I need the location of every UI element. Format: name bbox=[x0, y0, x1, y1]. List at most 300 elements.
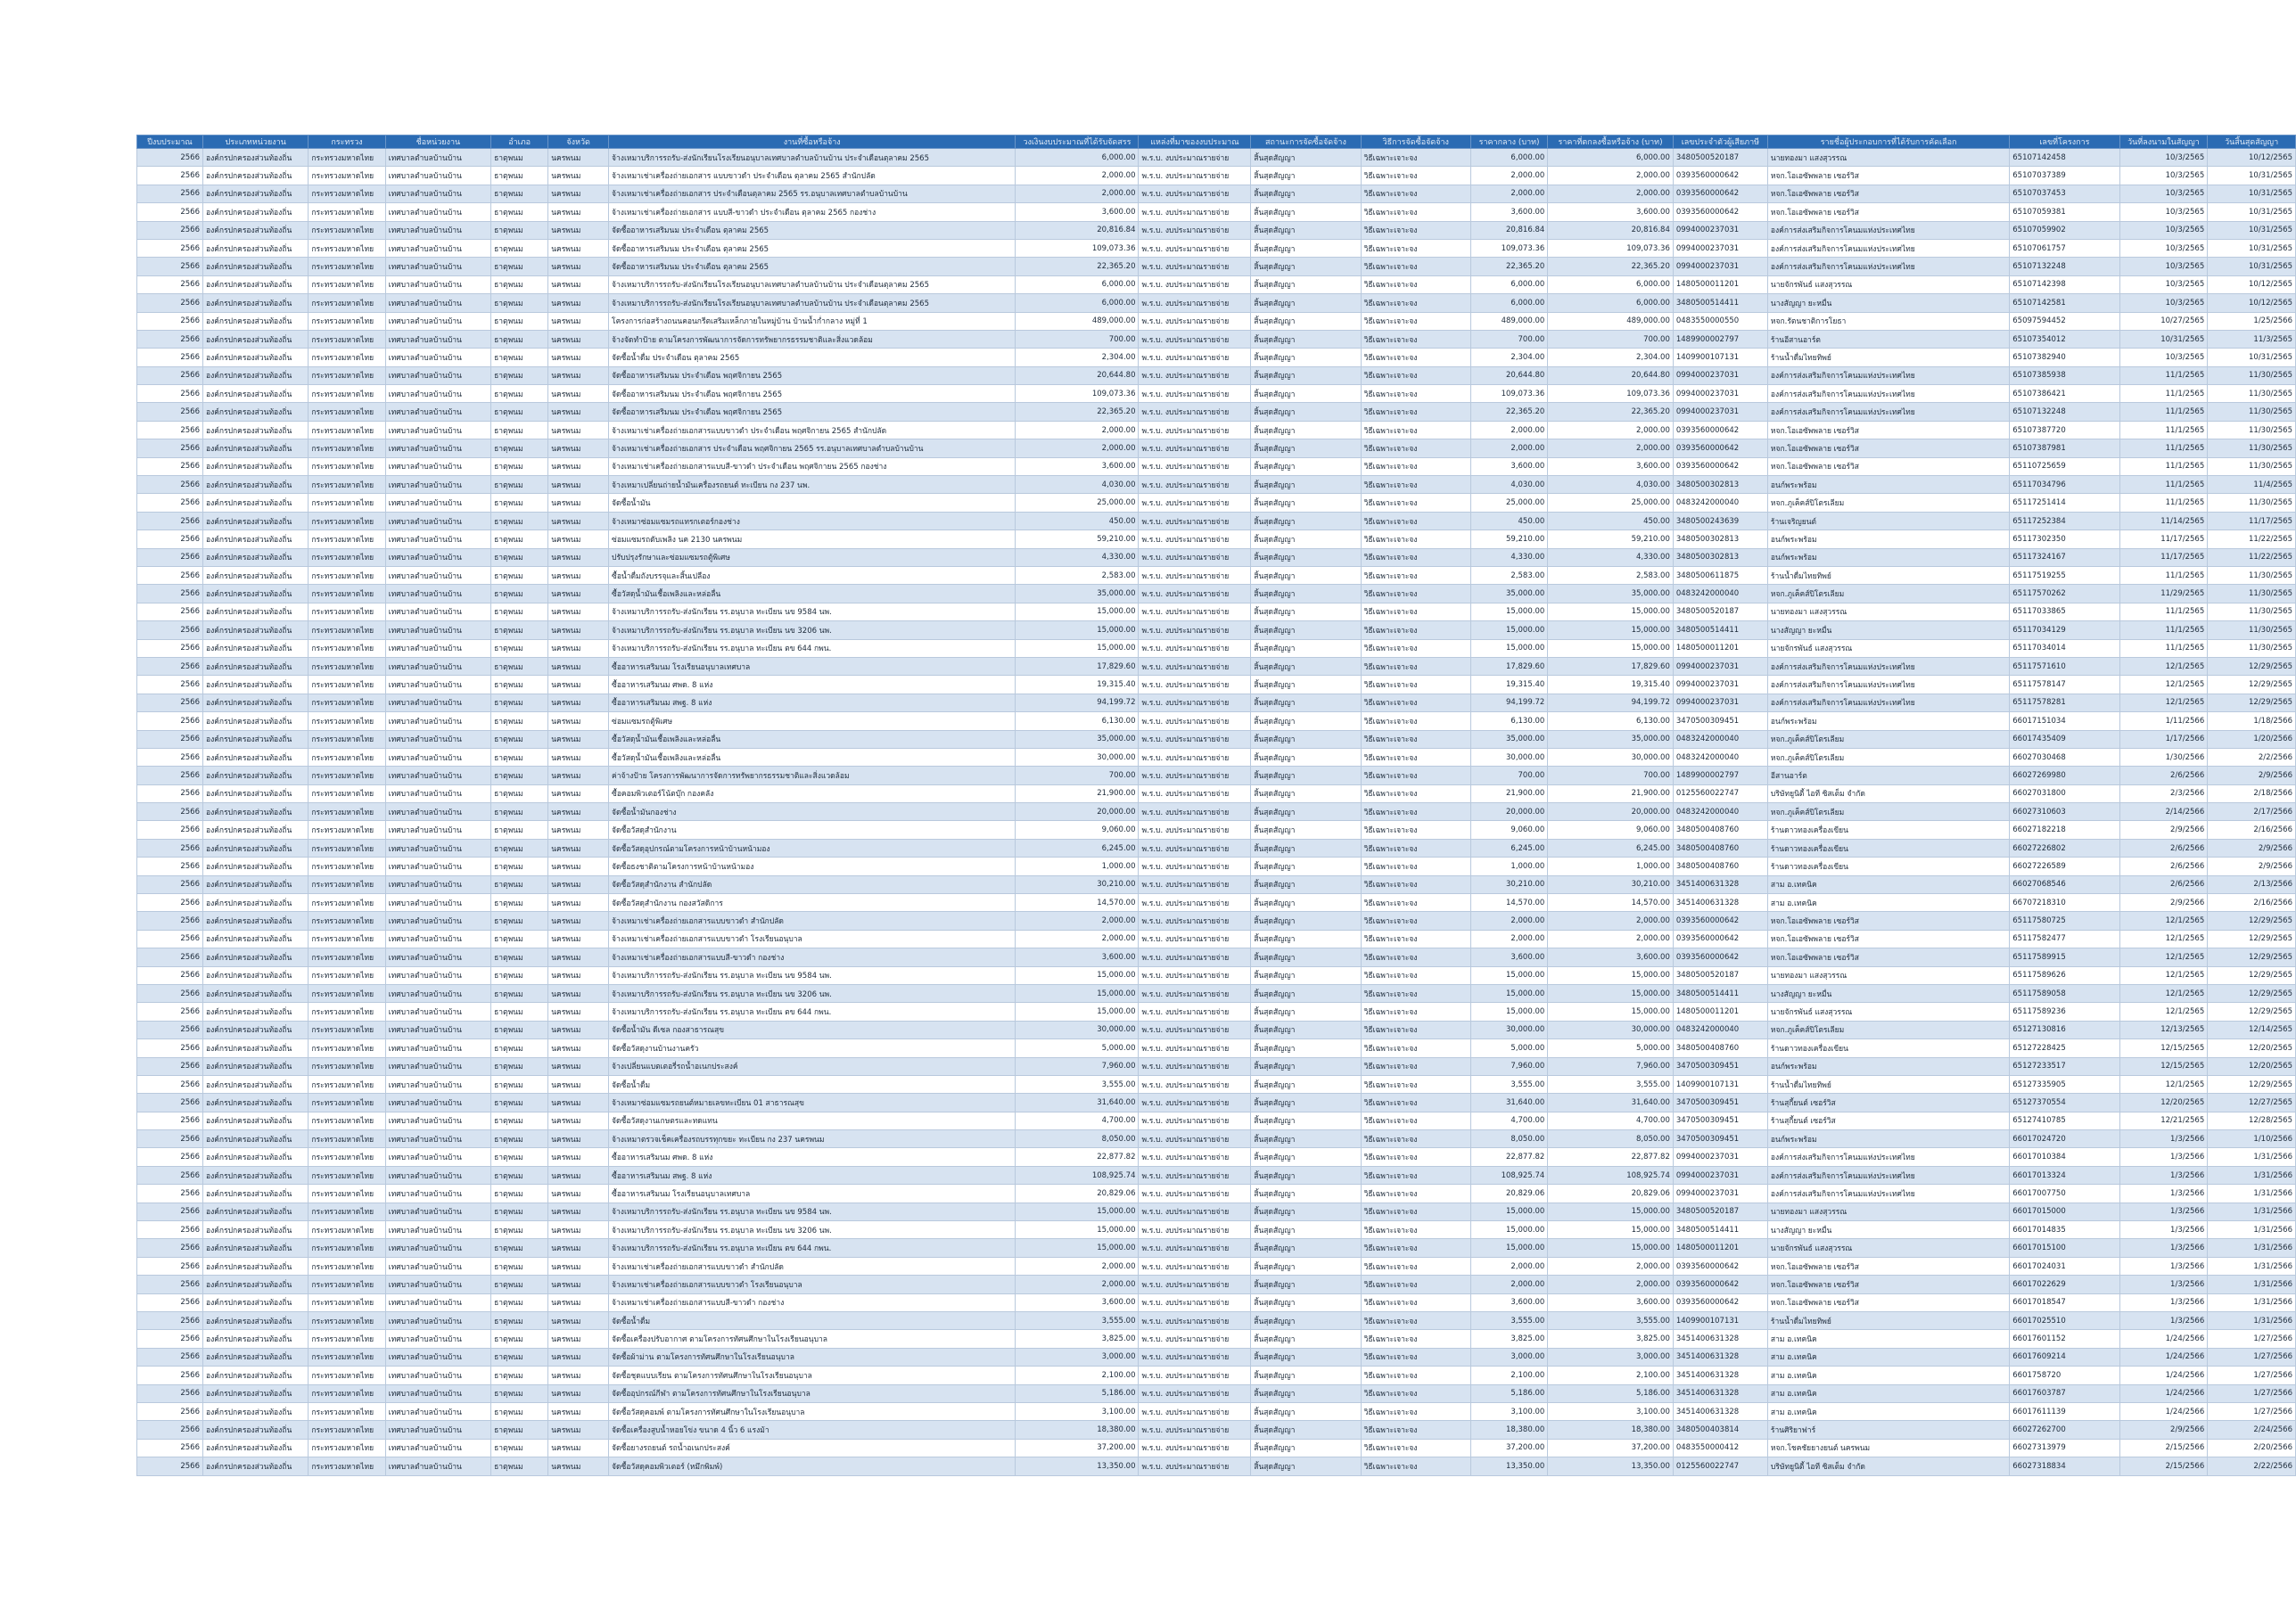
table-cell: ธาตุพนม bbox=[491, 1367, 548, 1384]
table-cell: 20,816.84 bbox=[1548, 221, 1674, 239]
table-row bbox=[137, 385, 2296, 403]
table-cell: 3,600.00 bbox=[1016, 203, 1139, 221]
table-cell: นครพนม bbox=[548, 239, 609, 257]
table-cell: วิธีเฉพาะเจาะจง bbox=[1361, 530, 1470, 548]
table-cell: นายทองมา แสงสุวรรณ bbox=[1767, 149, 2009, 167]
table-cell: นครพนม bbox=[548, 639, 609, 657]
table-cell: 11/1/2565 bbox=[2119, 494, 2208, 512]
table-cell: องค์การส่งเสริมกิจการโคนมแห่งประเทศไทย bbox=[1767, 403, 2009, 421]
table-cell: 0393560000642 bbox=[1673, 1293, 1767, 1311]
table-cell: องค์การส่งเสริมกิจการโคนมแห่งประเทศไทย bbox=[1767, 366, 2009, 384]
table-cell: พ.ร.บ. งบประมาณรายจ่าย bbox=[1139, 1166, 1251, 1184]
table-cell: 35,000.00 bbox=[1016, 585, 1139, 603]
table-cell: เทศบาลตำบลบ้านบ้าน bbox=[385, 185, 490, 202]
table-cell: หจก.โอเอซัพพลาย เซอร์วิส bbox=[1767, 930, 2009, 948]
table-cell: 2,000.00 bbox=[1016, 185, 1139, 202]
table-cell: กระทรวงมหาดไทย bbox=[309, 1221, 385, 1239]
table-cell: 5,000.00 bbox=[1548, 1039, 1674, 1057]
table-cell: 1/31/2566 bbox=[2208, 1312, 2296, 1330]
table-cell: เทศบาลตำบลบ้านบ้าน bbox=[385, 1239, 490, 1257]
table-cell: วิธีเฉพาะเจาะจง bbox=[1361, 1439, 1470, 1457]
table-cell: เทศบาลตำบลบ้านบ้าน bbox=[385, 803, 490, 821]
table-cell: 2,000.00 bbox=[1470, 167, 1547, 185]
table-cell: ร้านดาวทองเครื่องเขียน bbox=[1767, 839, 2009, 857]
table-cell: องค์กรปกครองส่วนท้องถิ่น bbox=[202, 1367, 308, 1384]
table-cell: 3480500408760 bbox=[1673, 821, 1767, 839]
table-cell: ธาตุพนม bbox=[491, 203, 548, 221]
table-cell: 12/20/2565 bbox=[2119, 1094, 2208, 1112]
table-cell: 11/1/2565 bbox=[2119, 385, 2208, 403]
table-cell: เทศบาลตำบลบ้านบ้าน bbox=[385, 948, 490, 966]
table-cell: 2566 bbox=[137, 803, 203, 821]
table-cell: 700.00 bbox=[1016, 330, 1139, 348]
table-cell: 1/24/2566 bbox=[2119, 1330, 2208, 1348]
table-cell: องค์กรปกครองส่วนท้องถิ่น bbox=[202, 1203, 308, 1220]
table-cell: 3,555.00 bbox=[1016, 1312, 1139, 1330]
table-cell: 14,570.00 bbox=[1016, 894, 1139, 912]
table-cell: 108,925.74 bbox=[1548, 1166, 1674, 1184]
table-cell: 11/17/2565 bbox=[2119, 548, 2208, 566]
table-cell: 2/16/2566 bbox=[2208, 894, 2296, 912]
table-cell: 2566 bbox=[137, 1075, 203, 1093]
table-cell: 15,000.00 bbox=[1548, 639, 1674, 657]
table-cell: 12/20/2565 bbox=[2208, 1039, 2296, 1057]
table-cell: ธาตุพนม bbox=[491, 730, 548, 748]
table-cell: 30,000.00 bbox=[1548, 748, 1674, 766]
table-cell: กระทรวงมหาดไทย bbox=[309, 476, 385, 494]
table-cell: 66027310603 bbox=[2010, 803, 2119, 821]
table-cell: 19,315.40 bbox=[1548, 676, 1674, 694]
table-cell: พ.ร.บ. งบประมาณรายจ่าย bbox=[1139, 439, 1251, 457]
table-cell: 11/1/2565 bbox=[2119, 439, 2208, 457]
table-cell: 3480500514411 bbox=[1673, 1221, 1767, 1239]
table-cell: กระทรวงมหาดไทย bbox=[309, 966, 385, 984]
table-cell: 700.00 bbox=[1016, 767, 1139, 784]
table-cell: 2/15/2566 bbox=[2119, 1457, 2208, 1475]
table-cell: 10/31/2565 bbox=[2208, 349, 2296, 366]
table-cell: 2566 bbox=[137, 821, 203, 839]
table-cell: กระทรวงมหาดไทย bbox=[309, 1312, 385, 1330]
table-cell: 3480500302813 bbox=[1673, 548, 1767, 566]
table-cell: สาม อ.เทคนิค bbox=[1767, 1384, 2009, 1402]
table-cell: 1480500011201 bbox=[1673, 1003, 1767, 1021]
table-cell: 2566 bbox=[137, 221, 203, 239]
table-cell: 20,816.84 bbox=[1470, 221, 1547, 239]
table-cell: 109,073.36 bbox=[1548, 239, 1674, 257]
table-cell: จ้างเหมาเช่าเครื่องถ่ายเอกสารแบบสี-ขาวดำ ประจำเดือน พฤศจิกายน 2565 กองช่าง bbox=[609, 457, 1016, 475]
table-cell: กระทรวงมหาดไทย bbox=[309, 167, 385, 185]
table-cell: นางสัญญา ยะหมื่น bbox=[1767, 984, 2009, 1002]
table-cell: จ้างเหมาบริการรถรับ-ส่งนักเรียน รร.อนุบาล ทะเบียน นข 9584 นพ. bbox=[609, 966, 1016, 984]
table-cell: ซื้ออาหารเสริมนม ศพด. 8 แห่ง bbox=[609, 676, 1016, 694]
table-cell: วิธีเฉพาะเจาะจง bbox=[1361, 548, 1470, 566]
table-cell: เทศบาลตำบลบ้านบ้าน bbox=[385, 930, 490, 948]
table-cell: 3,600.00 bbox=[1548, 203, 1674, 221]
table-cell: ธาตุพนม bbox=[491, 894, 548, 912]
table-cell: 700.00 bbox=[1470, 767, 1547, 784]
table-cell: 109,073.36 bbox=[1548, 385, 1674, 403]
table-cell: วิธีเฉพาะเจาะจง bbox=[1361, 1367, 1470, 1384]
table-cell: 700.00 bbox=[1548, 767, 1674, 784]
table-cell: ธาตุพนม bbox=[491, 784, 548, 802]
table-cell: 66017015000 bbox=[2010, 1203, 2119, 1220]
table-cell: 3480500520187 bbox=[1673, 1203, 1767, 1220]
table-cell: สิ้นสุดสัญญา bbox=[1251, 894, 1361, 912]
table-cell: ธาตุพนม bbox=[491, 694, 548, 711]
table-cell: 10/27/2565 bbox=[2119, 312, 2208, 330]
table-cell: กระทรวงมหาดไทย bbox=[309, 457, 385, 475]
table-cell: วิธีเฉพาะเจาะจง bbox=[1361, 1312, 1470, 1330]
table-cell: 109,073.36 bbox=[1470, 239, 1547, 257]
table-cell: ธาตุพนม bbox=[491, 239, 548, 257]
table-cell: 22,877.82 bbox=[1016, 1148, 1139, 1166]
table-cell: 65117580725 bbox=[2010, 912, 2119, 930]
table-cell: 22,365.20 bbox=[1016, 258, 1139, 275]
table-cell: 6,000.00 bbox=[1016, 275, 1139, 293]
table-cell: องค์กรปกครองส่วนท้องถิ่น bbox=[202, 421, 308, 439]
table-cell: ธาตุพนม bbox=[491, 1203, 548, 1220]
table-cell: 450.00 bbox=[1548, 512, 1674, 529]
table-cell: 1/30/2566 bbox=[2119, 748, 2208, 766]
table-row bbox=[137, 366, 2296, 384]
table-cell: สิ้นสุดสัญญา bbox=[1251, 1021, 1361, 1038]
table-cell: 3,100.00 bbox=[1548, 1402, 1674, 1420]
table-cell: 2566 bbox=[137, 948, 203, 966]
table-cell: องค์กรปกครองส่วนท้องถิ่น bbox=[202, 275, 308, 293]
table-cell: เทศบาลตำบลบ้านบ้าน bbox=[385, 1257, 490, 1275]
table-cell: นครพนม bbox=[548, 585, 609, 603]
table-cell: วิธีเฉพาะเจาะจง bbox=[1361, 1075, 1470, 1093]
table-cell: ธาตุพนม bbox=[491, 585, 548, 603]
table-cell: สิ้นสุดสัญญา bbox=[1251, 657, 1361, 675]
table-cell: นครพนม bbox=[548, 1221, 609, 1239]
table-cell: นครพนม bbox=[548, 1239, 609, 1257]
table-cell: พ.ร.บ. งบประมาณรายจ่าย bbox=[1139, 1276, 1251, 1293]
table-row bbox=[137, 421, 2296, 439]
table-cell: 2/6/2566 bbox=[2119, 858, 2208, 875]
table-cell: พ.ร.บ. งบประมาณรายจ่าย bbox=[1139, 1293, 1251, 1311]
table-cell: 66017015100 bbox=[2010, 1239, 2119, 1257]
table-cell: วิธีเฉพาะเจาะจง bbox=[1361, 1003, 1470, 1021]
table-cell: 0393560000642 bbox=[1673, 167, 1767, 185]
table-cell: 66027318834 bbox=[2010, 1457, 2119, 1475]
table-cell: 30,000.00 bbox=[1548, 1021, 1674, 1038]
table-cell: จัดซื้อวัสดุคอมพ์ ตามโครงการทัศนศึกษาในโรงเรียนอนุบาล bbox=[609, 1402, 1016, 1420]
table-cell: จัดซื้อผ้าม่าน ตามโครงการทัศนศึกษาในโรงเรียนอนุบาล bbox=[609, 1348, 1016, 1366]
table-cell: เทศบาลตำบลบ้านบ้าน bbox=[385, 457, 490, 475]
table-cell: นายทองมา แสงสุวรรณ bbox=[1767, 1203, 2009, 1220]
table-cell: กระทรวงมหาดไทย bbox=[309, 385, 385, 403]
table-cell: 2,000.00 bbox=[1548, 1257, 1674, 1275]
table-cell: สาม อ.เทคนิค bbox=[1767, 1402, 2009, 1420]
table-cell: สิ้นสุดสัญญา bbox=[1251, 1402, 1361, 1420]
table-cell: พ.ร.บ. งบประมาณรายจ่าย bbox=[1139, 1112, 1251, 1129]
table-cell: 22,877.82 bbox=[1470, 1148, 1547, 1166]
table-cell: 65107142398 bbox=[2010, 275, 2119, 293]
table-cell: องค์กรปกครองส่วนท้องถิ่น bbox=[202, 839, 308, 857]
column-header: วงเงินงบประมาณที่ได้รับจัดสรร bbox=[1016, 135, 1139, 149]
table-cell: เทศบาลตำบลบ้านบ้าน bbox=[385, 548, 490, 566]
table-cell: สิ้นสุดสัญญา bbox=[1251, 349, 1361, 366]
table-cell: 2,304.00 bbox=[1548, 349, 1674, 366]
table-cell: กระทรวงมหาดไทย bbox=[309, 1112, 385, 1129]
table-cell: นครพนม bbox=[548, 1185, 609, 1203]
table-cell: 2,000.00 bbox=[1016, 912, 1139, 930]
table-cell: 1,000.00 bbox=[1016, 858, 1139, 875]
table-cell: วิธีเฉพาะเจาะจง bbox=[1361, 712, 1470, 730]
table-cell: ซื้อวัสดุน้ำมันเชื้อเพลิงและหล่อลื่น bbox=[609, 730, 1016, 748]
table-cell: สิ้นสุดสัญญา bbox=[1251, 1439, 1361, 1457]
table-cell: นครพนม bbox=[548, 494, 609, 512]
table-cell: 1/24/2566 bbox=[2119, 1384, 2208, 1402]
table-cell: นครพนม bbox=[548, 275, 609, 293]
table-cell: พ.ร.บ. งบประมาณรายจ่าย bbox=[1139, 930, 1251, 948]
table-cell: ซื้ออาหารเสริมนม โรงเรียนอนุบาลเทศบาล bbox=[609, 657, 1016, 675]
table-cell: นครพนม bbox=[548, 603, 609, 620]
table-cell: ธาตุพนม bbox=[491, 349, 548, 366]
table-cell: 0393560000642 bbox=[1673, 930, 1767, 948]
table-cell: ธาตุพนม bbox=[491, 530, 548, 548]
table-cell: วิธีเฉพาะเจาะจง bbox=[1361, 167, 1470, 185]
table-cell: 15,000.00 bbox=[1548, 621, 1674, 639]
table-cell: พ.ร.บ. งบประมาณรายจ่าย bbox=[1139, 476, 1251, 494]
table-cell: จัดซื้อน้ำมัน bbox=[609, 494, 1016, 512]
table-cell: นครพนม bbox=[548, 149, 609, 167]
table-cell: 12/21/2565 bbox=[2119, 1112, 2208, 1129]
table-cell: องค์กรปกครองส่วนท้องถิ่น bbox=[202, 1276, 308, 1293]
table-cell: องค์กรปกครองส่วนท้องถิ่น bbox=[202, 603, 308, 620]
table-cell: 3470500309451 bbox=[1673, 712, 1767, 730]
table-row bbox=[137, 185, 2296, 202]
table-cell: กระทรวงมหาดไทย bbox=[309, 1057, 385, 1075]
table-cell: 1,000.00 bbox=[1470, 858, 1547, 875]
table-cell: จ้างเหมาเช่าเครื่องถ่ายเอกสาร ประจำเดือน พฤศจิกายน 2565 รร.อนุบาลเทศบาลตำบลบ้านบ้าน bbox=[609, 439, 1016, 457]
table-cell: 59,210.00 bbox=[1016, 530, 1139, 548]
table-cell: ซื้อวัสดุน้ำมันเชื้อเพลิงและหล่อลื่น bbox=[609, 748, 1016, 766]
table-cell: พ.ร.บ. งบประมาณรายจ่าย bbox=[1139, 1039, 1251, 1057]
table-cell: 65127370554 bbox=[2010, 1094, 2119, 1112]
table-cell: 10/31/2565 bbox=[2208, 185, 2296, 202]
table-cell: เทศบาลตำบลบ้านบ้าน bbox=[385, 784, 490, 802]
table-cell: หจก.โอเอซัพพลาย เซอร์วิส bbox=[1767, 1257, 2009, 1275]
table-cell: องค์กรปกครองส่วนท้องถิ่น bbox=[202, 566, 308, 584]
table-cell: ร้านดาวทองเครื่องเขียน bbox=[1767, 858, 2009, 875]
table-cell: นครพนม bbox=[548, 930, 609, 948]
table-cell: เทศบาลตำบลบ้านบ้าน bbox=[385, 821, 490, 839]
table-cell: ธาตุพนม bbox=[491, 439, 548, 457]
table-cell: 66017018547 bbox=[2010, 1293, 2119, 1311]
table-cell: พ.ร.บ. งบประมาณรายจ่าย bbox=[1139, 1094, 1251, 1112]
table-cell: ธาตุพนม bbox=[491, 548, 548, 566]
table-cell: 2566 bbox=[137, 1276, 203, 1293]
table-cell: ธาตุพนม bbox=[491, 1348, 548, 1366]
table-cell: กระทรวงมหาดไทย bbox=[309, 185, 385, 202]
table-cell: สิ้นสุดสัญญา bbox=[1251, 984, 1361, 1002]
table-cell: 11/4/2565 bbox=[2208, 476, 2296, 494]
table-cell: 3480500611875 bbox=[1673, 566, 1767, 584]
table-cell: องค์การส่งเสริมกิจการโคนมแห่งประเทศไทย bbox=[1767, 1166, 2009, 1184]
table-cell: จ้างเหมาบริการรถรับ-ส่งนักเรียน รร.อนุบาล ทะเบียน นข 3206 นพ. bbox=[609, 984, 1016, 1002]
table-cell: สิ้นสุดสัญญา bbox=[1251, 912, 1361, 930]
table-cell: องค์กรปกครองส่วนท้องถิ่น bbox=[202, 676, 308, 694]
table-cell: องค์กรปกครองส่วนท้องถิ่น bbox=[202, 439, 308, 457]
table-cell: สิ้นสุดสัญญา bbox=[1251, 239, 1361, 257]
table-cell: 3,555.00 bbox=[1016, 1075, 1139, 1093]
column-header: ชื่อหน่วยงาน bbox=[385, 135, 490, 149]
table-cell: สิ้นสุดสัญญา bbox=[1251, 1348, 1361, 1366]
table-cell: กระทรวงมหาดไทย bbox=[309, 366, 385, 384]
table-cell: 12/29/2565 bbox=[2208, 676, 2296, 694]
table-cell: กระทรวงมหาดไทย bbox=[309, 203, 385, 221]
column-header: งานที่ซื้อหรือจ้าง bbox=[609, 135, 1016, 149]
table-cell: สิ้นสุดสัญญา bbox=[1251, 676, 1361, 694]
table-cell: ซ่อมแซมรถตู้พิเศษ bbox=[609, 712, 1016, 730]
table-cell: องค์กรปกครองส่วนท้องถิ่น bbox=[202, 657, 308, 675]
table-cell: พ.ร.บ. งบประมาณรายจ่าย bbox=[1139, 1421, 1251, 1439]
table-row bbox=[137, 1039, 2296, 1057]
table-row bbox=[137, 149, 2296, 167]
table-cell: ธาตุพนม bbox=[491, 1330, 548, 1348]
table-cell: 2566 bbox=[137, 1367, 203, 1384]
table-cell: 2/9/2566 bbox=[2208, 858, 2296, 875]
table-cell: 20,829.06 bbox=[1548, 1185, 1674, 1203]
table-cell: จ้างเหมาบริการรถรับ-ส่งนักเรียนโรงเรียนอนุบาลเทศบาลตำบลบ้านบ้าน ประจำเดือนตุลาคม 2565 bbox=[609, 294, 1016, 312]
table-row bbox=[137, 294, 2296, 312]
table-cell: 1,000.00 bbox=[1548, 858, 1674, 875]
table-cell: ธาตุพนม bbox=[491, 512, 548, 529]
table-cell: สิ้นสุดสัญญา bbox=[1251, 767, 1361, 784]
table-cell: 11/30/2565 bbox=[2208, 366, 2296, 384]
table-cell: 31,640.00 bbox=[1470, 1094, 1547, 1112]
column-header: แหล่งที่มาของงบประมาณ bbox=[1139, 135, 1251, 149]
table-cell: 6,000.00 bbox=[1016, 294, 1139, 312]
table-cell: 10/12/2565 bbox=[2208, 275, 2296, 293]
table-cell: 12/28/2565 bbox=[2208, 1112, 2296, 1129]
table-cell: สิ้นสุดสัญญา bbox=[1251, 457, 1361, 475]
table-cell: 15,000.00 bbox=[1016, 603, 1139, 620]
table-cell: 10/3/2565 bbox=[2119, 203, 2208, 221]
table-cell: 1/25/2566 bbox=[2208, 312, 2296, 330]
table-row bbox=[137, 494, 2296, 512]
table-cell: วิธีเฉพาะเจาะจง bbox=[1361, 948, 1470, 966]
table-cell: สาม อ.เทคนิค bbox=[1767, 1367, 2009, 1384]
table-cell: จ้างเหมาซ่อมแซมรถยนต์หมายเลขทะเบียน 01 สาธารณสุข bbox=[609, 1094, 1016, 1112]
table-cell: องค์กรปกครองส่วนท้องถิ่น bbox=[202, 639, 308, 657]
table-cell: นครพนม bbox=[548, 1312, 609, 1330]
table-cell: วิธีเฉพาะเจาะจง bbox=[1361, 1221, 1470, 1239]
table-cell: 2566 bbox=[137, 457, 203, 475]
column-header: ราคาที่ตกลงซื้อหรือจ้าง (บาท) bbox=[1548, 135, 1674, 149]
table-cell: สิ้นสุดสัญญา bbox=[1251, 1312, 1361, 1330]
table-cell: 1/24/2566 bbox=[2119, 1367, 2208, 1384]
table-cell: องค์กรปกครองส่วนท้องถิ่น bbox=[202, 894, 308, 912]
table-row bbox=[137, 1367, 2296, 1384]
table-cell: หจก.ภูเค็คส์ปิโตรเลียม bbox=[1767, 748, 2009, 766]
table-cell: 2566 bbox=[137, 1330, 203, 1348]
table-cell: 10/31/2565 bbox=[2208, 258, 2296, 275]
table-cell: กระทรวงมหาดไทย bbox=[309, 657, 385, 675]
table-cell: พ.ร.บ. งบประมาณรายจ่าย bbox=[1139, 548, 1251, 566]
table-cell: 6,130.00 bbox=[1548, 712, 1674, 730]
table-cell: เทศบาลตำบลบ้านบ้าน bbox=[385, 1402, 490, 1420]
table-cell: 15,000.00 bbox=[1016, 984, 1139, 1002]
table-cell: จ้างเหมาบริการรถรับ-ส่งนักเรียน รร.อนุบาล ทะเบียน นข 9584 นพ. bbox=[609, 603, 1016, 620]
table-cell: พ.ร.บ. งบประมาณรายจ่าย bbox=[1139, 349, 1251, 366]
table-cell: 2566 bbox=[137, 385, 203, 403]
table-cell: ธาตุพนม bbox=[491, 1003, 548, 1021]
table-cell: 2/9/2566 bbox=[2119, 821, 2208, 839]
table-cell: 2,000.00 bbox=[1016, 167, 1139, 185]
table-cell: สิ้นสุดสัญญา bbox=[1251, 821, 1361, 839]
table-cell: จัดซื้ออาหารเสริมนม ประจำเดือน ตุลาคม 2565 bbox=[609, 221, 1016, 239]
table-cell: 2566 bbox=[137, 1384, 203, 1402]
table-cell: กระทรวงมหาดไทย bbox=[309, 639, 385, 657]
table-cell: 21,900.00 bbox=[1016, 784, 1139, 802]
table-cell: 3480500302813 bbox=[1673, 476, 1767, 494]
table-cell: องค์กรปกครองส่วนท้องถิ่น bbox=[202, 1094, 308, 1112]
table-cell: พ.ร.บ. งบประมาณรายจ่าย bbox=[1139, 730, 1251, 748]
table-cell: 3,000.00 bbox=[1016, 1348, 1139, 1366]
table-cell: 1/27/2566 bbox=[2208, 1367, 2296, 1384]
table-cell: กระทรวงมหาดไทย bbox=[309, 494, 385, 512]
table-cell: หจก.ภูเค็คส์ปิโตรเลียม bbox=[1767, 1021, 2009, 1038]
table-cell: นครพนม bbox=[548, 839, 609, 857]
table-cell: 65107059902 bbox=[2010, 221, 2119, 239]
table-cell: 1/24/2566 bbox=[2119, 1402, 2208, 1420]
table-cell: อีสานอาร์ต bbox=[1767, 767, 2009, 784]
table-cell: เทศบาลตำบลบ้านบ้าน bbox=[385, 1094, 490, 1112]
table-row bbox=[137, 1276, 2296, 1293]
table-cell: ธาตุพนม bbox=[491, 839, 548, 857]
table-cell: จัดซื้อวัสดุคอมพิวเตอร์ (หมึกพิมพ์) bbox=[609, 1457, 1016, 1475]
table-cell: พ.ร.บ. งบประมาณรายจ่าย bbox=[1139, 239, 1251, 257]
table-cell: จ้างเหมาบริการรถรับ-ส่งนักเรียน รร.อนุบาล ทะเบียน นข 3206 นพ. bbox=[609, 1221, 1016, 1239]
table-cell: องค์กรปกครองส่วนท้องถิ่น bbox=[202, 185, 308, 202]
table-cell: หจก.โอเอซัพพลาย เซอร์วิส bbox=[1767, 203, 2009, 221]
table-cell: องค์กรปกครองส่วนท้องถิ่น bbox=[202, 730, 308, 748]
table-cell: ซื้อน้ำดื่มถังบรรจุและสิ้นเปลือง bbox=[609, 566, 1016, 584]
table-cell: วิธีเฉพาะเจาะจง bbox=[1361, 1293, 1470, 1311]
table-cell: 3451400631328 bbox=[1673, 1330, 1767, 1348]
table-cell: 7,960.00 bbox=[1016, 1057, 1139, 1075]
table-cell: หจก.ภูเค็คส์ปิโตรเลียม bbox=[1767, 585, 2009, 603]
table-cell: 450.00 bbox=[1470, 512, 1547, 529]
table-cell: วิธีเฉพาะเจาะจง bbox=[1361, 676, 1470, 694]
table-cell: 4,030.00 bbox=[1548, 476, 1674, 494]
table-cell: นครพนม bbox=[548, 312, 609, 330]
table-cell: 1/27/2566 bbox=[2208, 1384, 2296, 1402]
table-cell: องค์การส่งเสริมกิจการโคนมแห่งประเทศไทย bbox=[1767, 385, 2009, 403]
table-cell: พ.ร.บ. งบประมาณรายจ่าย bbox=[1139, 1330, 1251, 1348]
table-cell: 3470500309451 bbox=[1673, 1057, 1767, 1075]
table-cell: จัดซื้ออาหารเสริมนม ประจำเดือน ตุลาคม 2565 bbox=[609, 258, 1016, 275]
table-cell: องค์กรปกครองส่วนท้องถิ่น bbox=[202, 1075, 308, 1093]
table-cell: สิ้นสุดสัญญา bbox=[1251, 1057, 1361, 1075]
table-cell: 4,030.00 bbox=[1016, 476, 1139, 494]
table-cell: 22,877.82 bbox=[1548, 1148, 1674, 1166]
table-row bbox=[137, 167, 2296, 185]
table-cell: ร้านเจริญยนต์ bbox=[1767, 512, 2009, 529]
table-cell: วิธีเฉพาะเจาะจง bbox=[1361, 912, 1470, 930]
table-cell: สิ้นสุดสัญญา bbox=[1251, 730, 1361, 748]
table-cell: 2,583.00 bbox=[1548, 566, 1674, 584]
table-cell: จัดซื้ออาหารเสริมนม ประจำเดือน พฤศจิกายน 2565 bbox=[609, 403, 1016, 421]
table-cell: เทศบาลตำบลบ้านบ้าน bbox=[385, 403, 490, 421]
table-cell: จ้างเหมาเช่าเครื่องถ่ายเอกสารแบบสี-ขาวดำ กองช่าง bbox=[609, 1293, 1016, 1311]
table-cell: 12/27/2565 bbox=[2208, 1094, 2296, 1112]
table-cell: 11/1/2565 bbox=[2119, 366, 2208, 384]
table-cell: 65117589626 bbox=[2010, 966, 2119, 984]
